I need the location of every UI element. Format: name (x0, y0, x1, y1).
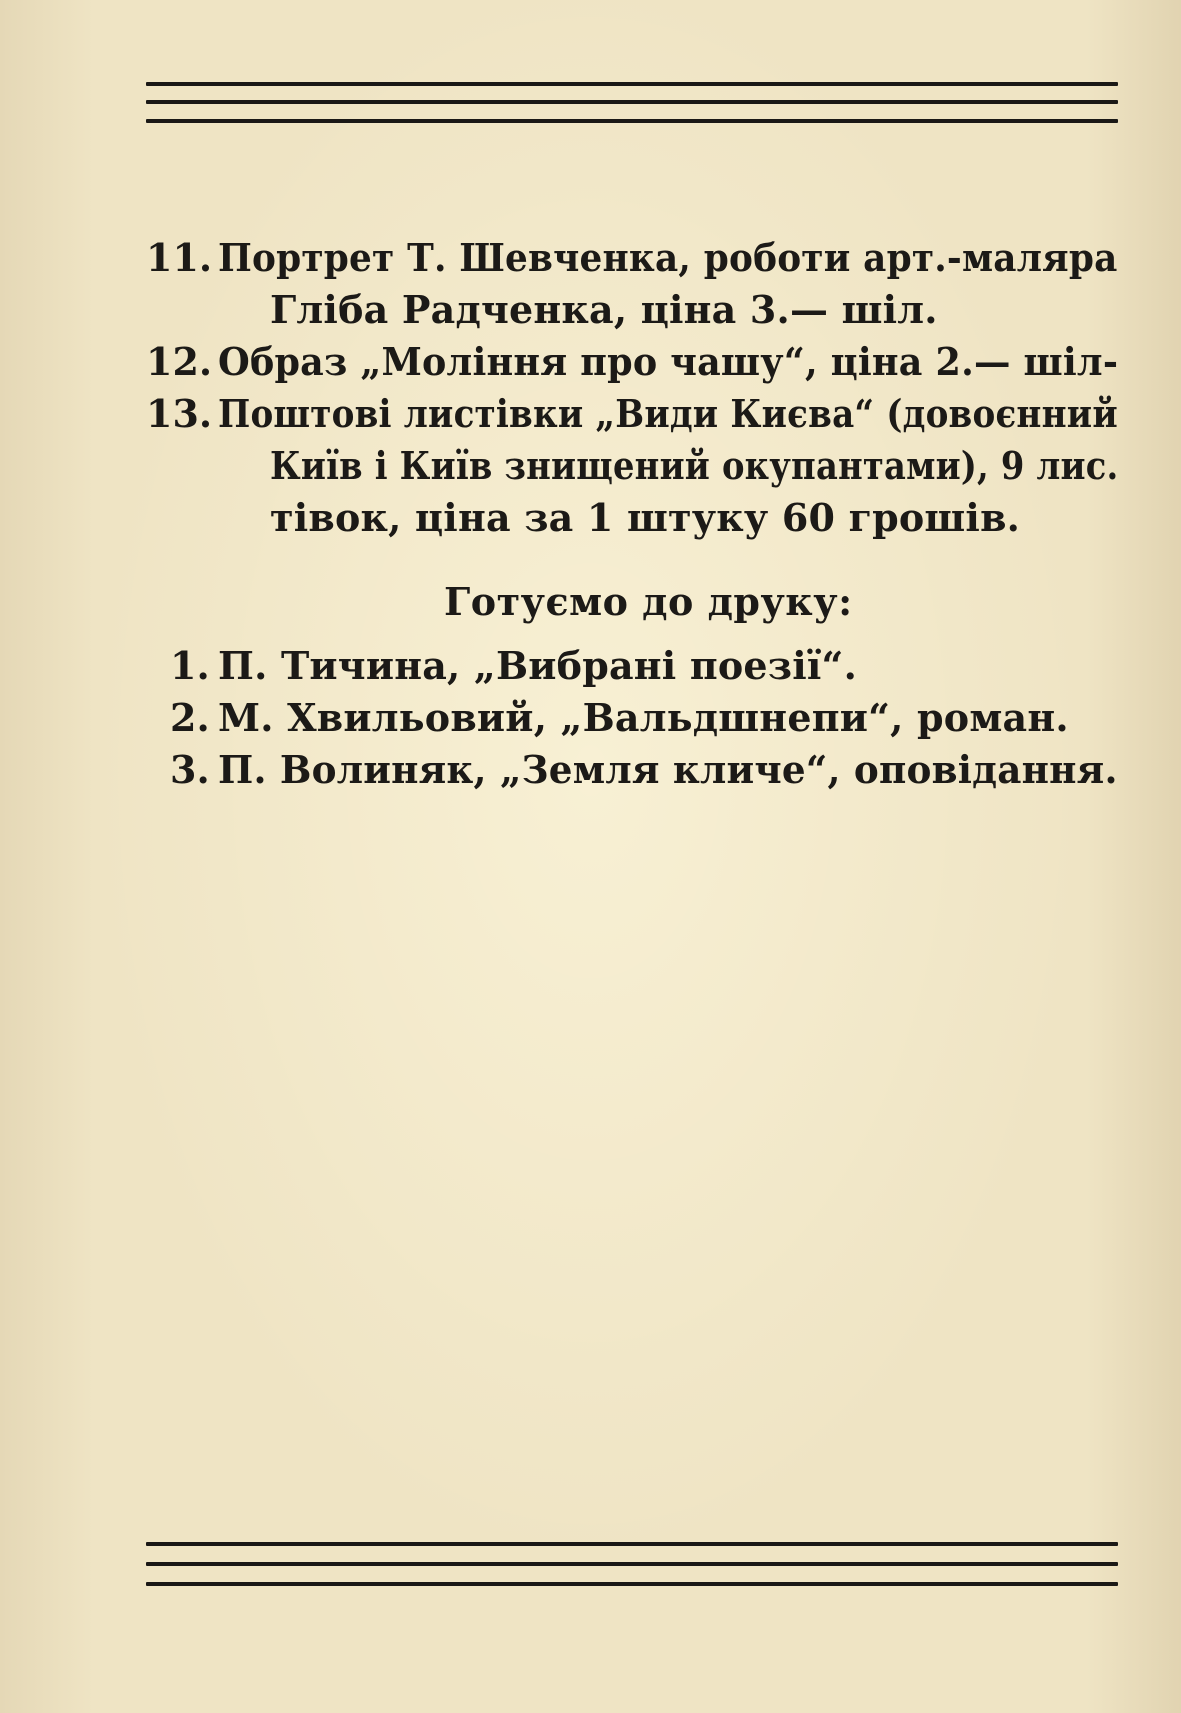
forthcoming-number: 1. (170, 643, 210, 688)
item-text-line: Поштові листівки „Види Києва“ (довоєнний (218, 391, 1118, 436)
item-number: 13. (146, 391, 213, 436)
section-heading: Готуємо до друку: (444, 579, 853, 624)
item-text-line: Образ „Моління про чашу“, ціна 2.— шіл- (218, 339, 1119, 384)
rule-line (146, 1542, 1118, 1546)
rule-line (146, 100, 1118, 104)
forthcoming-item: П. Волиняк, „Земля кличе“, оповідання. (218, 747, 1118, 792)
item-text-line: Київ і Київ знищений окупантами), 9 лис. (270, 443, 1119, 488)
forthcoming-item: П. Тичина, „Вибрані поезії“. (218, 643, 858, 688)
forthcoming-number: 3. (170, 747, 210, 792)
item-number: 11. (146, 235, 213, 280)
rule-line (146, 82, 1118, 86)
rule-line (146, 1582, 1118, 1586)
rule-line (146, 1562, 1118, 1566)
item-text-line: Гліба Радченка, ціна 3.— шіл. (270, 287, 938, 332)
item-text-line: тівок, ціна за 1 штуку 60 грошів. (270, 495, 1021, 540)
rule-line (146, 119, 1118, 123)
forthcoming-item: М. Хвильовий, „Вальдшнепи“, роман. (218, 695, 1069, 740)
item-number: 12. (146, 339, 213, 384)
item-text-line: Портрет Т. Шевченка, роботи арт.-маляра (218, 235, 1118, 280)
forthcoming-number: 2. (170, 695, 210, 740)
